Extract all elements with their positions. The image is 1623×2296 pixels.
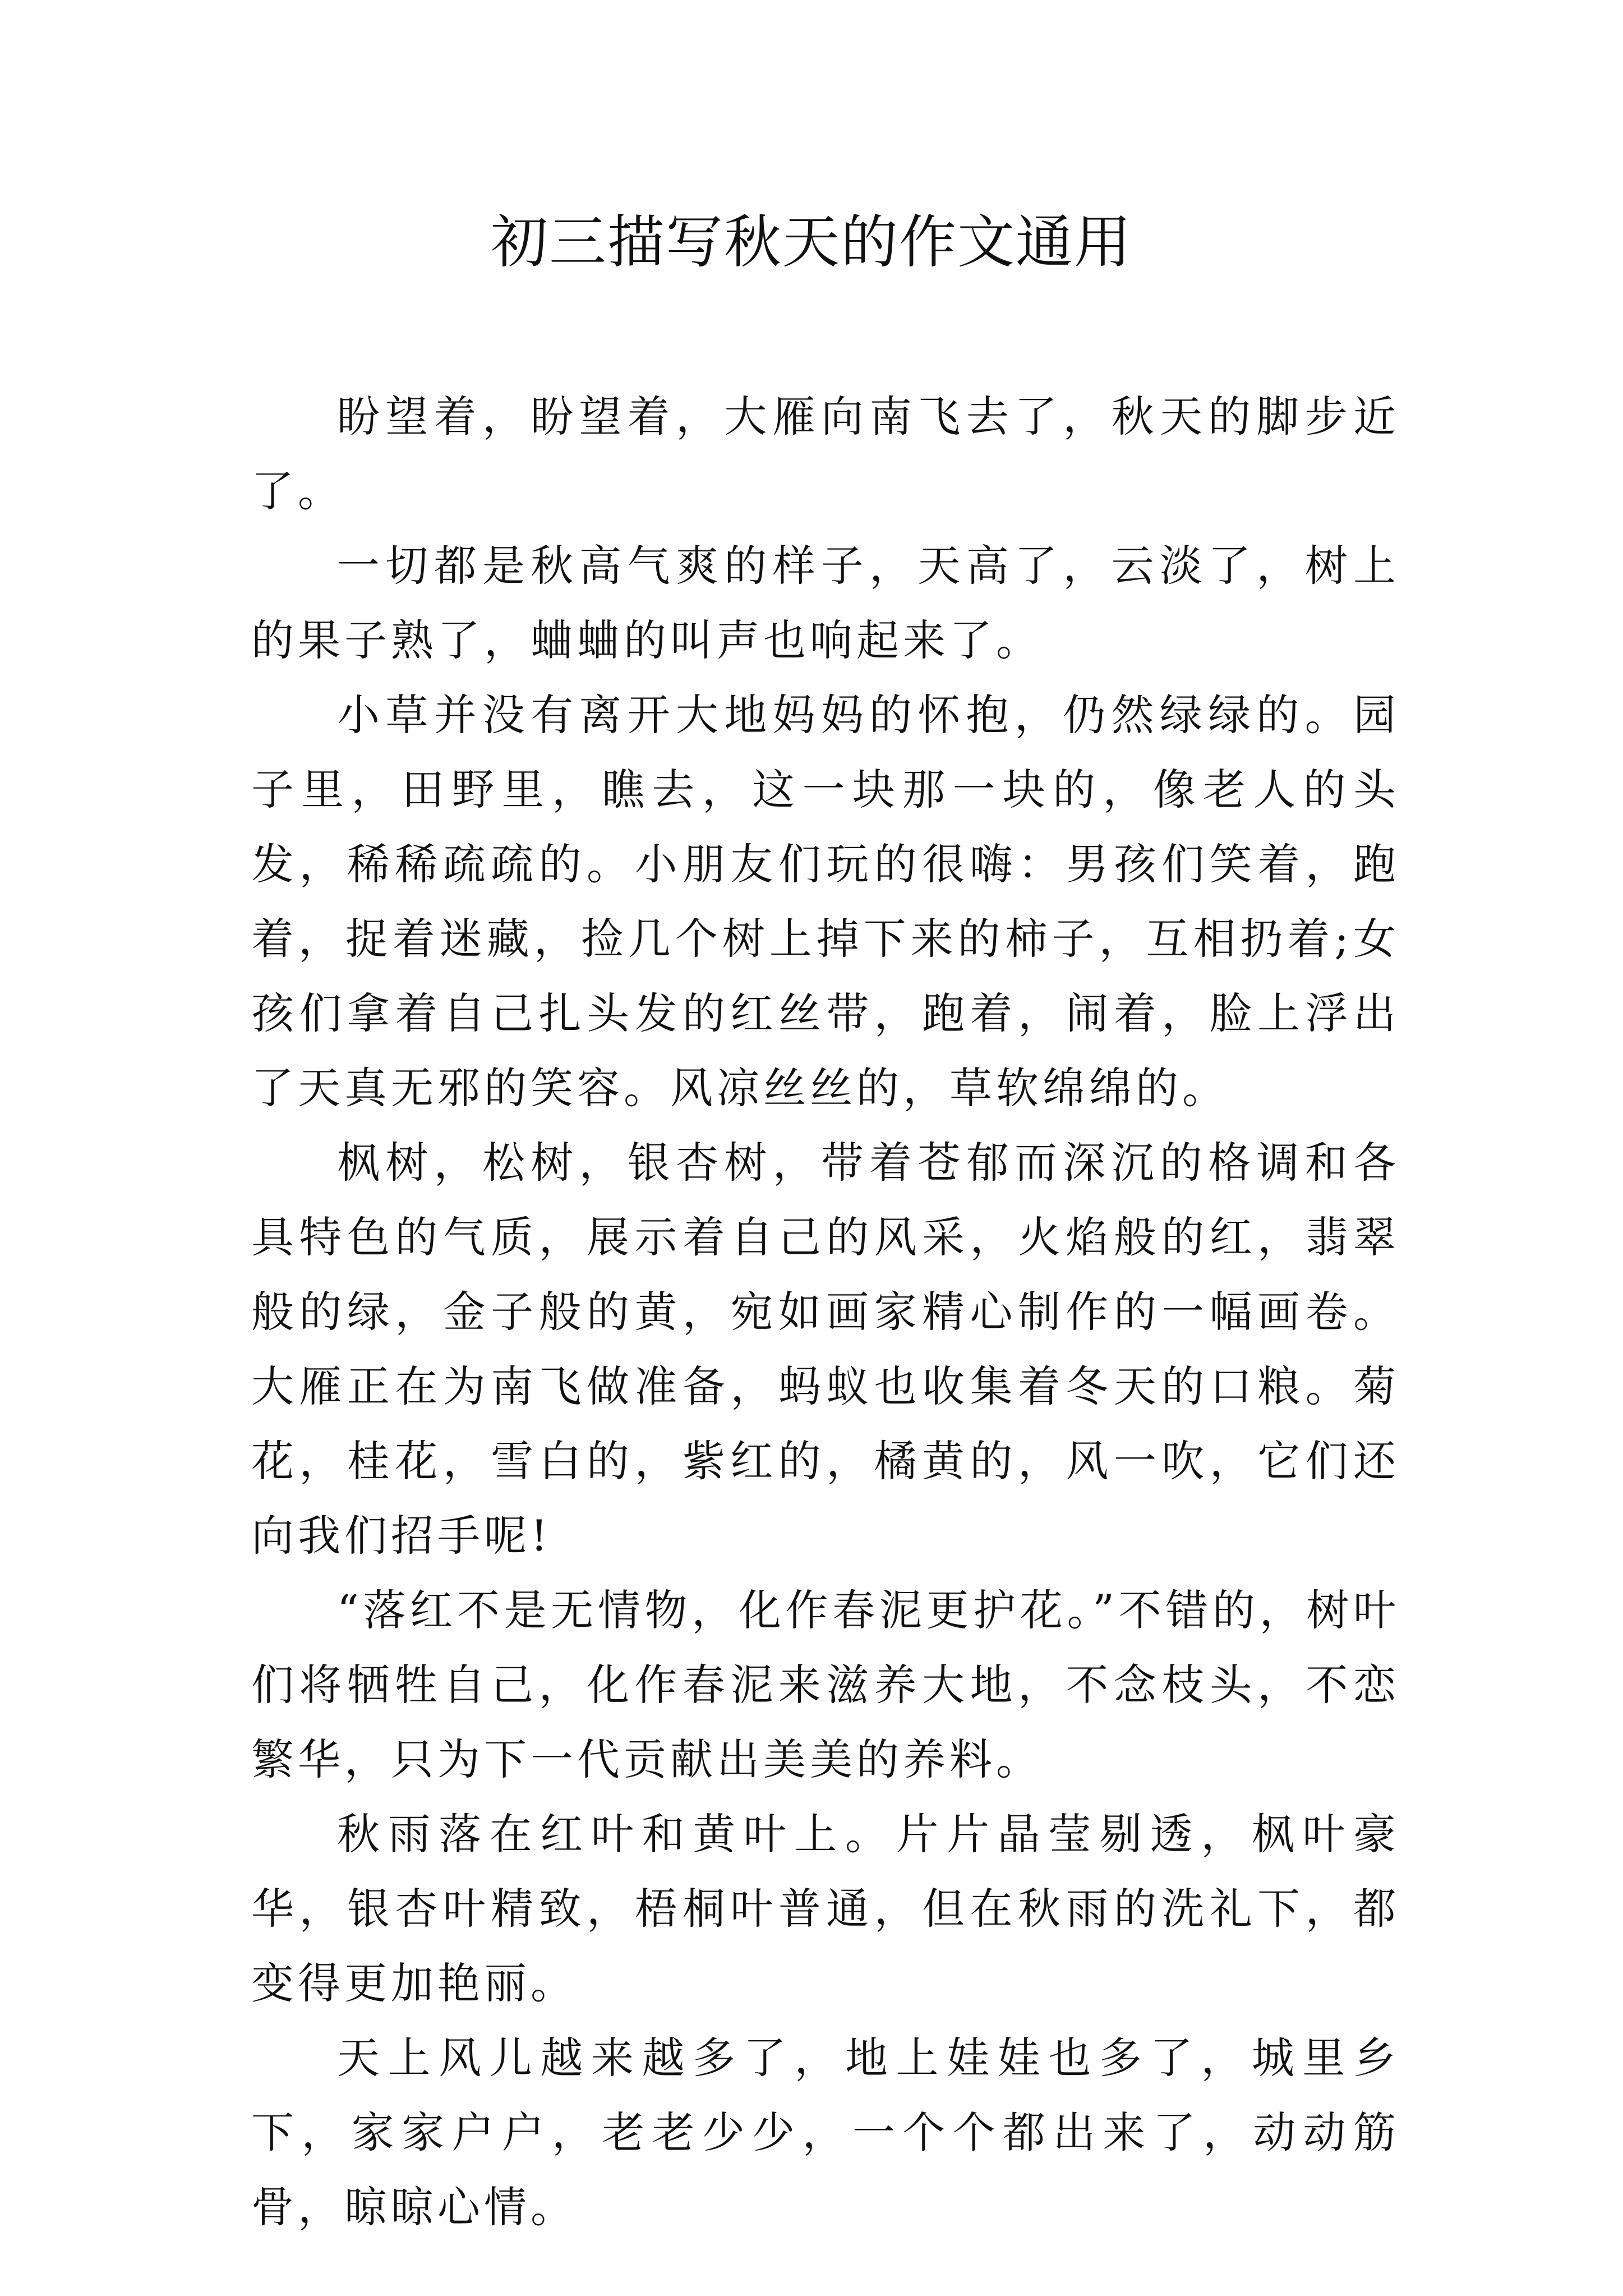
paragraph-7: 天上风儿越来越多了，地上娃娃也多了，城里乡下，家家户户，老老少少，一个个都出来了，动动筋骨，晾晾心情。 xyxy=(251,2033,1400,2232)
paragraph-1: 盼望着，盼望着，大雁向南飞去了，秋天的脚步近了。 xyxy=(251,392,1400,516)
paragraph-5: “落红不是无情物，化作春泥更护花。”不错的，树叶们将牺牲自己，化作春泥来滋养大地，不念枝头，不恋繁华，只为下一代贡献出美美的养料。 xyxy=(251,1585,1400,1784)
document-title: 初三描写秋天的作文通用 xyxy=(491,209,1132,276)
document-body xyxy=(251,379,1400,2244)
paragraph-4: 枫树，松树，银杏树，带着苍郁而深沉的格调和各具特色的气质，展示着自己的风采，火焰般的红，翡翠般的绿，金子般的黄，宛如画家精心制作的一幅画卷。大雁正在为南飞做准备，蚂蚁也收集着冬天的口粮。菊花，桂花，雪白的，紫红的，橘黄的，风一吹，它们还向我们招手呢! xyxy=(251,1138,1400,1561)
paragraph-6: 秋雨落在红叶和黄叶上。片片晶莹剔透，枫叶豪华，银杏叶精致，梧桐叶普通，但在秋雨的洗礼下，都变得更加艳丽。 xyxy=(251,1809,1400,2008)
paragraph-2: 一切都是秋高气爽的样子，天高了，云淡了，树上的果子熟了，蛐蛐的叫声也响起来了。 xyxy=(251,541,1400,665)
paragraph-3: 小草并没有离开大地妈妈的怀抱，仍然绿绿的。园子里，田野里，瞧去，这一块那一块的，像老人的头发，稀稀疏疏的。小朋友们玩的很嗨：男孩们笑着，跑着，捉着迷藏，捡几个树上掉下来的柿子，互相扔着;女孩们拿着自己扎头发的红丝带，跑着，闹着，脸上浮出了天真无邪的笑容。风凉丝丝的，草软绵绵的。 xyxy=(251,690,1400,1113)
